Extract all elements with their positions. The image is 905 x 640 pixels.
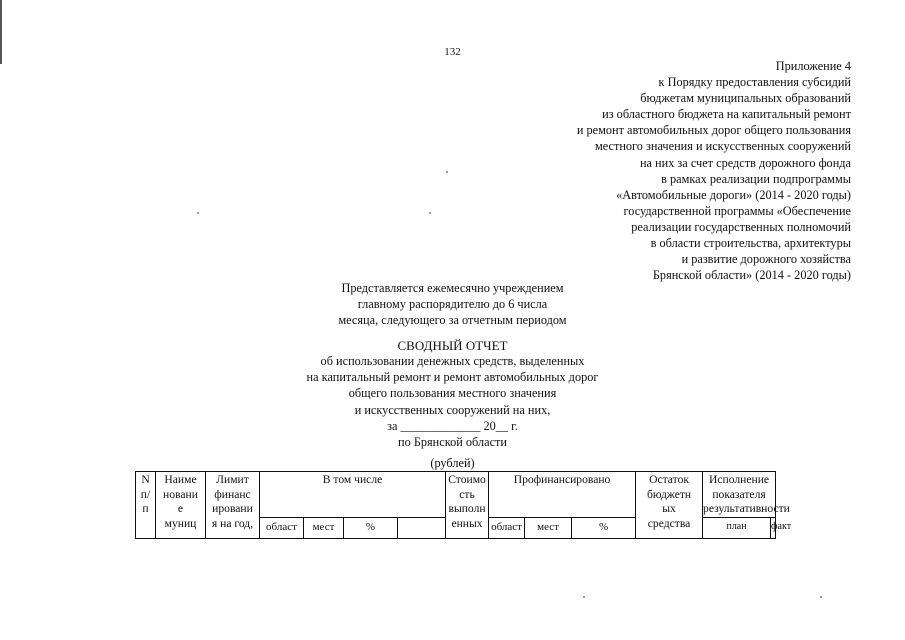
report-title: СВОДНЫЙ ОТЧЕТ: [397, 338, 508, 353]
appendix-line: государственной программы «Обеспечение: [623, 203, 851, 218]
submission-line: главному распорядителю до 6 числа: [357, 297, 548, 312]
scan-speck: [446, 171, 448, 173]
header-line: п/: [140, 487, 151, 501]
appendix-line: и развитие дорожного хозяйства: [681, 252, 851, 267]
report-table: [135, 471, 792, 539]
appendix-line: местного значения и искусственных сооружений: [594, 139, 851, 154]
appendix-line: реализации государственных полномочий: [631, 219, 851, 234]
header-line: N: [141, 473, 150, 486]
header-line: показателя: [712, 487, 766, 501]
header-line: ировани: [212, 502, 253, 515]
header-line: Лимит: [216, 473, 249, 486]
sub-regional-financed-header: област: [489, 517, 525, 538]
header-line: новани: [163, 487, 198, 501]
appendix-line: «Автомобильные дороги» (2014 - 2020 годы): [616, 187, 851, 202]
header-line: финанс: [214, 487, 251, 501]
appendix-line: Брянской области» (2014 - 2020 годы): [652, 268, 851, 283]
header-line: результативности: [703, 502, 790, 515]
report-period-line: за _____________ 20__ г.: [387, 418, 518, 433]
header-line: енных: [451, 516, 483, 530]
header-line: Исполнение: [708, 473, 770, 486]
appendix-line: в рамках реализации подпрограммы: [661, 171, 851, 186]
header-line: выполн: [448, 502, 486, 515]
report-region-line: по Брянской области: [398, 435, 507, 450]
appendix-line: бюджетам муниципальных образований: [640, 91, 851, 106]
header-line: бюджетн: [646, 487, 692, 501]
header-line: сть: [459, 487, 475, 501]
header-line: Стоимо: [448, 473, 486, 486]
appendix-line: из областного бюджета на капитальный ремонт: [602, 107, 851, 122]
header-line: ых: [662, 502, 676, 515]
sub-fact-header: факт: [771, 517, 776, 538]
appendix-line: Приложение 4: [775, 59, 851, 73]
col-cost-header: [446, 472, 489, 539]
scan-speck: [197, 212, 199, 214]
sub-regional-header: област: [260, 517, 304, 538]
sub-blank-cell: [398, 517, 446, 538]
sub-local-financed-header: мест: [525, 517, 572, 538]
submission-note: [0, 280, 905, 329]
submission-line: Представляется ежемесячно учреждением: [341, 281, 564, 295]
header-line: я на год,: [211, 516, 254, 530]
sub-plan-header: план: [703, 517, 771, 538]
submission-line: месяца, следующего за отчетным периодом: [338, 313, 567, 328]
currency-note: (рублей): [430, 456, 475, 470]
report-subtitle-line: на капитальный ремонт и ремонт автомобильных дорог: [306, 370, 599, 385]
header-line: е: [177, 502, 184, 515]
scan-speck: [429, 212, 431, 214]
col-performance-header: [703, 472, 790, 518]
report-subtitle: [0, 353, 905, 450]
appendix-line: и ремонт автомобильных дорог общего пользования: [576, 123, 851, 138]
appendix-block: [577, 58, 851, 283]
scan-speck: [820, 596, 822, 598]
header-line: средства: [647, 516, 691, 530]
page-number: 132: [444, 46, 461, 58]
scan-speck: [583, 596, 585, 598]
header-line: Остаток: [649, 473, 689, 486]
report-subtitle-line: общего пользования местного значения: [348, 386, 557, 401]
sub-local-header: мест: [304, 517, 344, 538]
col-limit-header: [206, 472, 260, 539]
col-number-header: [136, 472, 156, 539]
header-line: п: [142, 502, 149, 515]
header-line: Наиме: [164, 473, 197, 486]
report-subtitle-line: об использовании денежных средств, выделенных: [320, 354, 585, 368]
col-including-header: В том числе: [260, 472, 446, 518]
report-subtitle-line: и искусственных сооружений на них,: [354, 402, 551, 417]
col-financed-header: Профинансировано: [489, 472, 636, 518]
appendix-line: к Порядку предоставления субсидий: [658, 75, 851, 90]
sub-percent-header: %: [344, 517, 398, 538]
header-line: муниц: [164, 516, 197, 530]
sub-percent-financed-header: %: [572, 517, 636, 538]
appendix-line: на них за счет средств дорожного фонда: [639, 155, 851, 170]
appendix-line: в области строительства, архитектуры: [650, 236, 851, 251]
col-balance-header: [636, 472, 703, 539]
col-name-header: [156, 472, 206, 539]
